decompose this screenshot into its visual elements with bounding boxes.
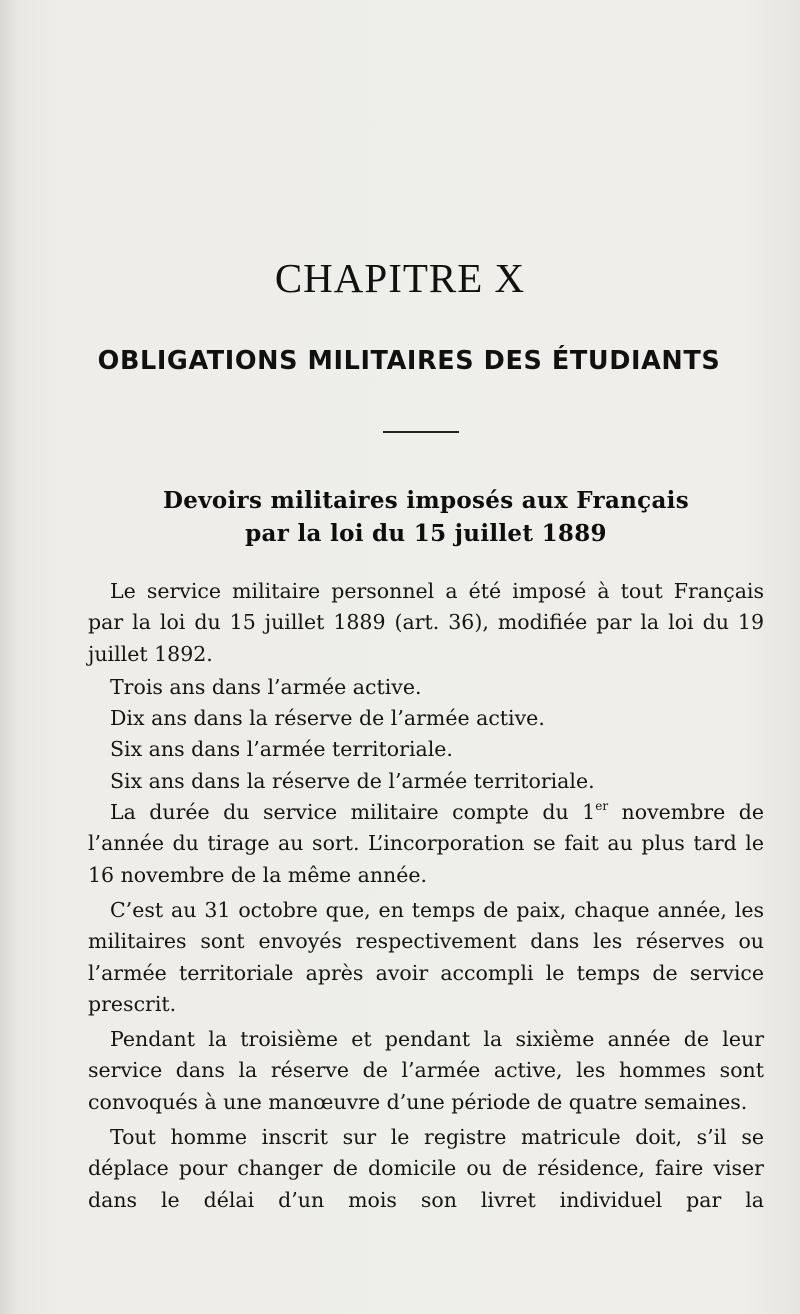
section-heading-line-2: par la loi du 15 juillet 1889	[245, 520, 607, 547]
duration-text-start: La durée du service militaire compte du 1	[110, 800, 596, 825]
paragraph-registration: Tout homme inscrit sur le registre matricule doit, s’il se déplace pour changer de domicile ou de résidence, faire viser dans le délai d’un mois son livret individuel par la	[88, 1125, 764, 1212]
paragraph-october: C’est au 31 octobre que, en temps de paix, chaque année, les militaires sont envoyés respectivement dans les réserves ou l’armée territoriale après avoir accompli le temps de service prescrit.	[88, 897, 764, 1016]
list-item-reserve-territorial: Six ans dans la réserve de l’armée territoriale.	[110, 768, 595, 793]
duration-text-end: novembre de l’année du tirage au sort. L’incorporation se fait au plus tard le 16 novembre de la même année.	[88, 800, 765, 887]
section-heading	[0, 484, 800, 550]
divider-rule	[383, 431, 459, 433]
paragraph-intro: Le service militaire personnel a été imposé à tout Français par la loi du 15 juillet 1889 (art. 36), modifiée par la loi du 19 juillet 1892.	[88, 579, 764, 666]
chapter-subject: OBLIGATIONS MILITAIRES DES ÉTUDIANTS	[97, 346, 721, 376]
body-text	[88, 576, 764, 1218]
ordinal-superscript: er	[595, 799, 609, 814]
list-item-territorial: Six ans dans l’armée territoriale.	[110, 737, 453, 762]
list-item-active: Trois ans dans l’armée active.	[110, 674, 422, 699]
paragraph-duration	[88, 797, 764, 891]
chapter-title: CHAPITRE X	[274, 255, 526, 301]
list-item-reserve-active: Dix ans dans la réserve de l’armée active.	[110, 706, 545, 731]
section-heading-line-1: Devoirs militaires imposés aux Français	[163, 487, 689, 514]
paragraph-exercises: Pendant la troisième et pendant la sixième année de leur service dans la réserve de l’armée active, les hommes sont convoqués à une manœuvre d’une période de quatre semaines.	[88, 1027, 764, 1114]
